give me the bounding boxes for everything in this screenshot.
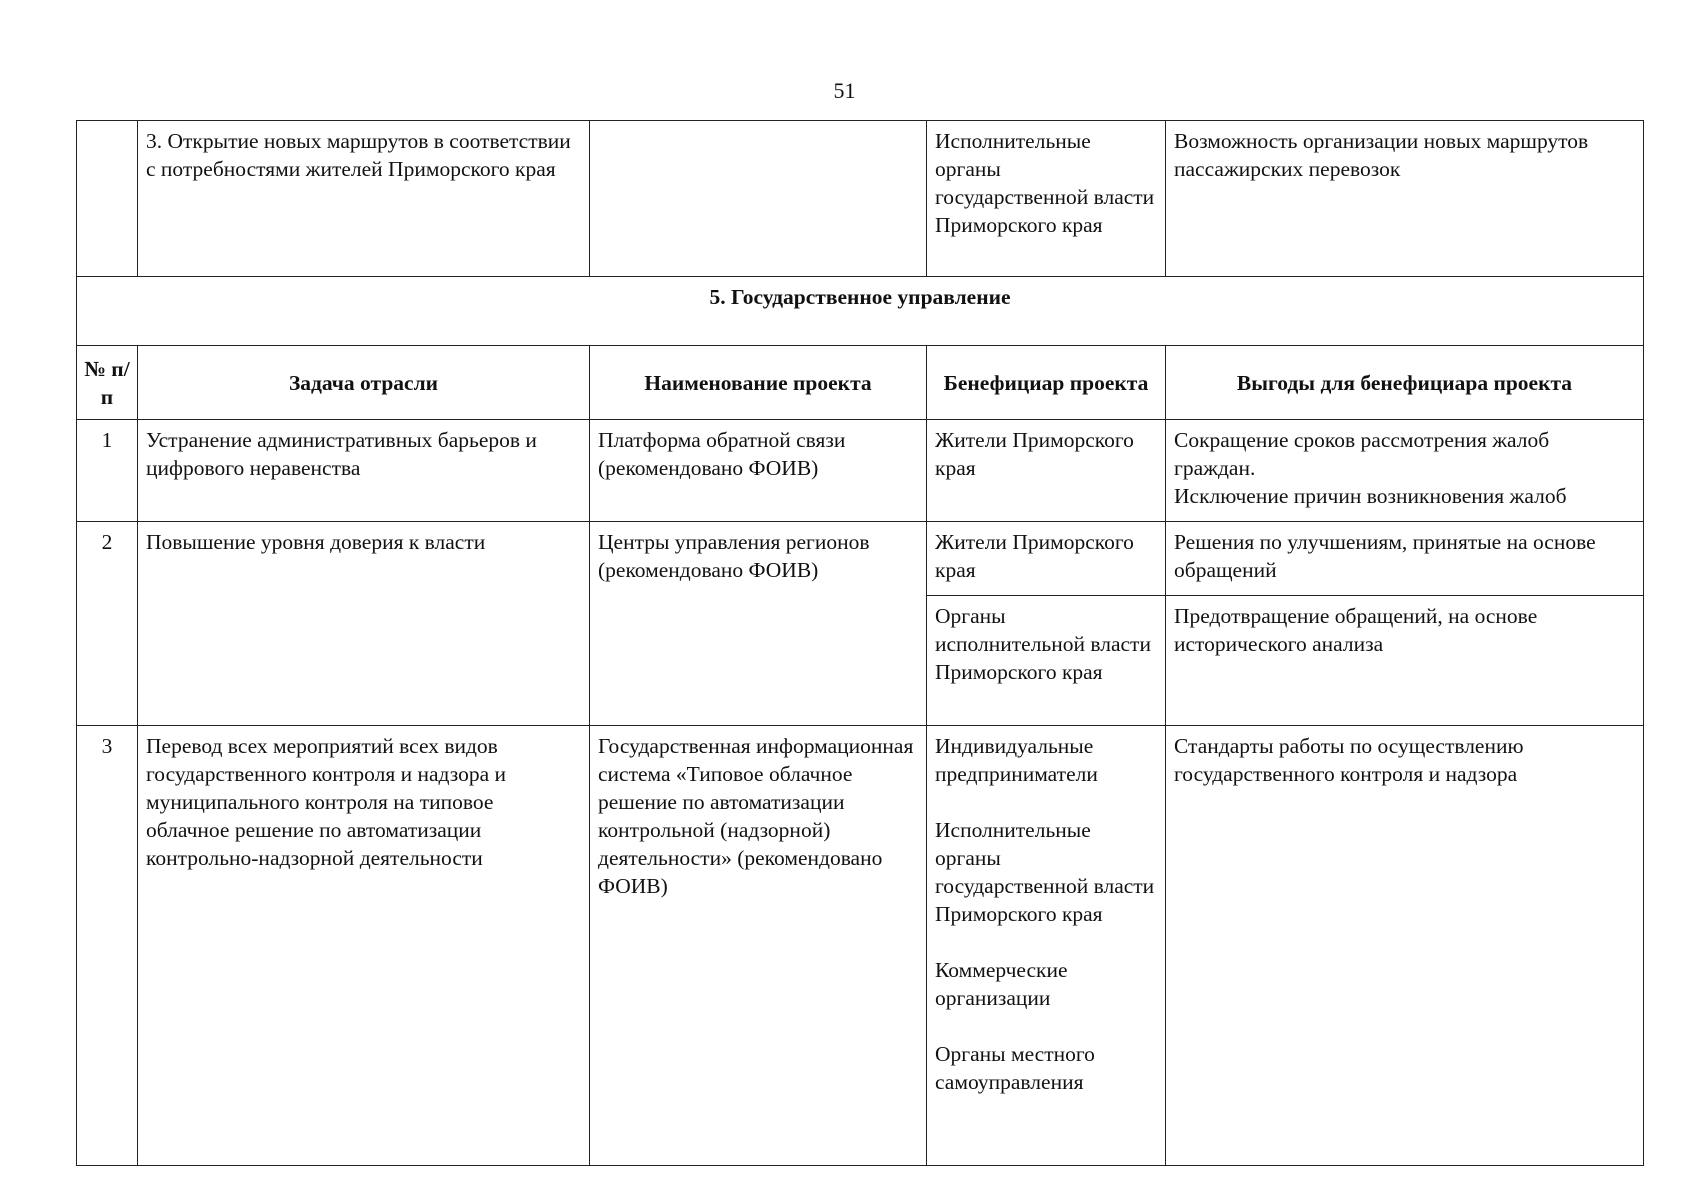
task-cell: Устранение административных барьеров и цифрового неравенства <box>138 420 590 522</box>
benefits-cell: Предотвращение обращений, на основе исторического анализа <box>1166 596 1644 726</box>
benefits-cell <box>1166 420 1644 522</box>
header-beneficiary: Бенефициар проекта <box>927 346 1166 420</box>
num-cell: 2 <box>77 522 138 726</box>
benefits-cell: Возможность организации новых маршрутов пассажирских перевозок <box>1166 121 1644 277</box>
beneficiary-item: Исполнительные органы государственной власти Приморского края <box>935 818 1155 926</box>
task-cell: Повышение уровня доверия к власти <box>138 522 590 726</box>
table-row <box>77 121 1644 277</box>
page-number: 51 <box>833 78 856 103</box>
header-num: № п/п <box>77 346 138 420</box>
projects-table <box>76 120 1644 1166</box>
header-row <box>77 346 1644 420</box>
task-cell: Перевод всех мероприятий всех видов государственного контроля и надзора и муниципального контроля на типовое облачное решение по автоматизации контрольно-надзорной деятельности <box>138 726 590 1166</box>
beneficiary-item: Органы местного самоуправления <box>935 1042 1095 1094</box>
benefits-cell: Решения по улучшениям, принятые на основе обращений <box>1166 522 1644 596</box>
table-row <box>77 522 1644 596</box>
beneficiary-cell: Органы исполнительной власти Приморского края <box>927 596 1166 726</box>
header-task: Задача отрасли <box>138 346 590 420</box>
project-cell <box>590 121 927 277</box>
num-cell: 1 <box>77 420 138 522</box>
table-row <box>77 420 1644 522</box>
task-cell: 3. Открытие новых маршрутов в соответствии с потребностями жителей Приморского края <box>138 121 590 277</box>
project-cell: Государственная информационная система «Типовое облачное решение по автоматизации контрольной (надзорной) деятельности» (рекомендовано ФОИВ) <box>590 726 927 1166</box>
beneficiary-item: Индивидуальные предприниматели <box>935 734 1098 786</box>
benefits-cell: Стандарты работы по осуществлению государственного контроля и надзора <box>1166 726 1644 1166</box>
benefit-line: Сокращение сроков рассмотрения жалоб граждан. <box>1174 428 1550 480</box>
project-cell: Платформа обратной связи (рекомендовано ФОИВ) <box>590 420 927 522</box>
benefit-line: Исключение причин возникновения жалоб <box>1174 484 1567 508</box>
beneficiary-cell: Исполнительные органы государственной власти Приморского края <box>927 121 1166 277</box>
num-cell: 3 <box>77 726 138 1166</box>
beneficiary-item: Коммерческие организации <box>935 958 1068 1010</box>
beneficiary-cell <box>927 726 1166 1166</box>
section-title: 5. Государственное управление <box>77 277 1644 346</box>
section-row <box>77 277 1644 346</box>
table-row <box>77 726 1644 1166</box>
header-project: Наименование проекта <box>590 346 927 420</box>
header-benefits: Выгоды для бенефициара проекта <box>1166 346 1644 420</box>
beneficiary-cell: Жители Приморского края <box>927 522 1166 596</box>
project-cell: Центры управления регионов (рекомендовано ФОИВ) <box>590 522 927 726</box>
num-cell <box>77 121 138 277</box>
beneficiary-cell: Жители Приморского края <box>927 420 1166 522</box>
